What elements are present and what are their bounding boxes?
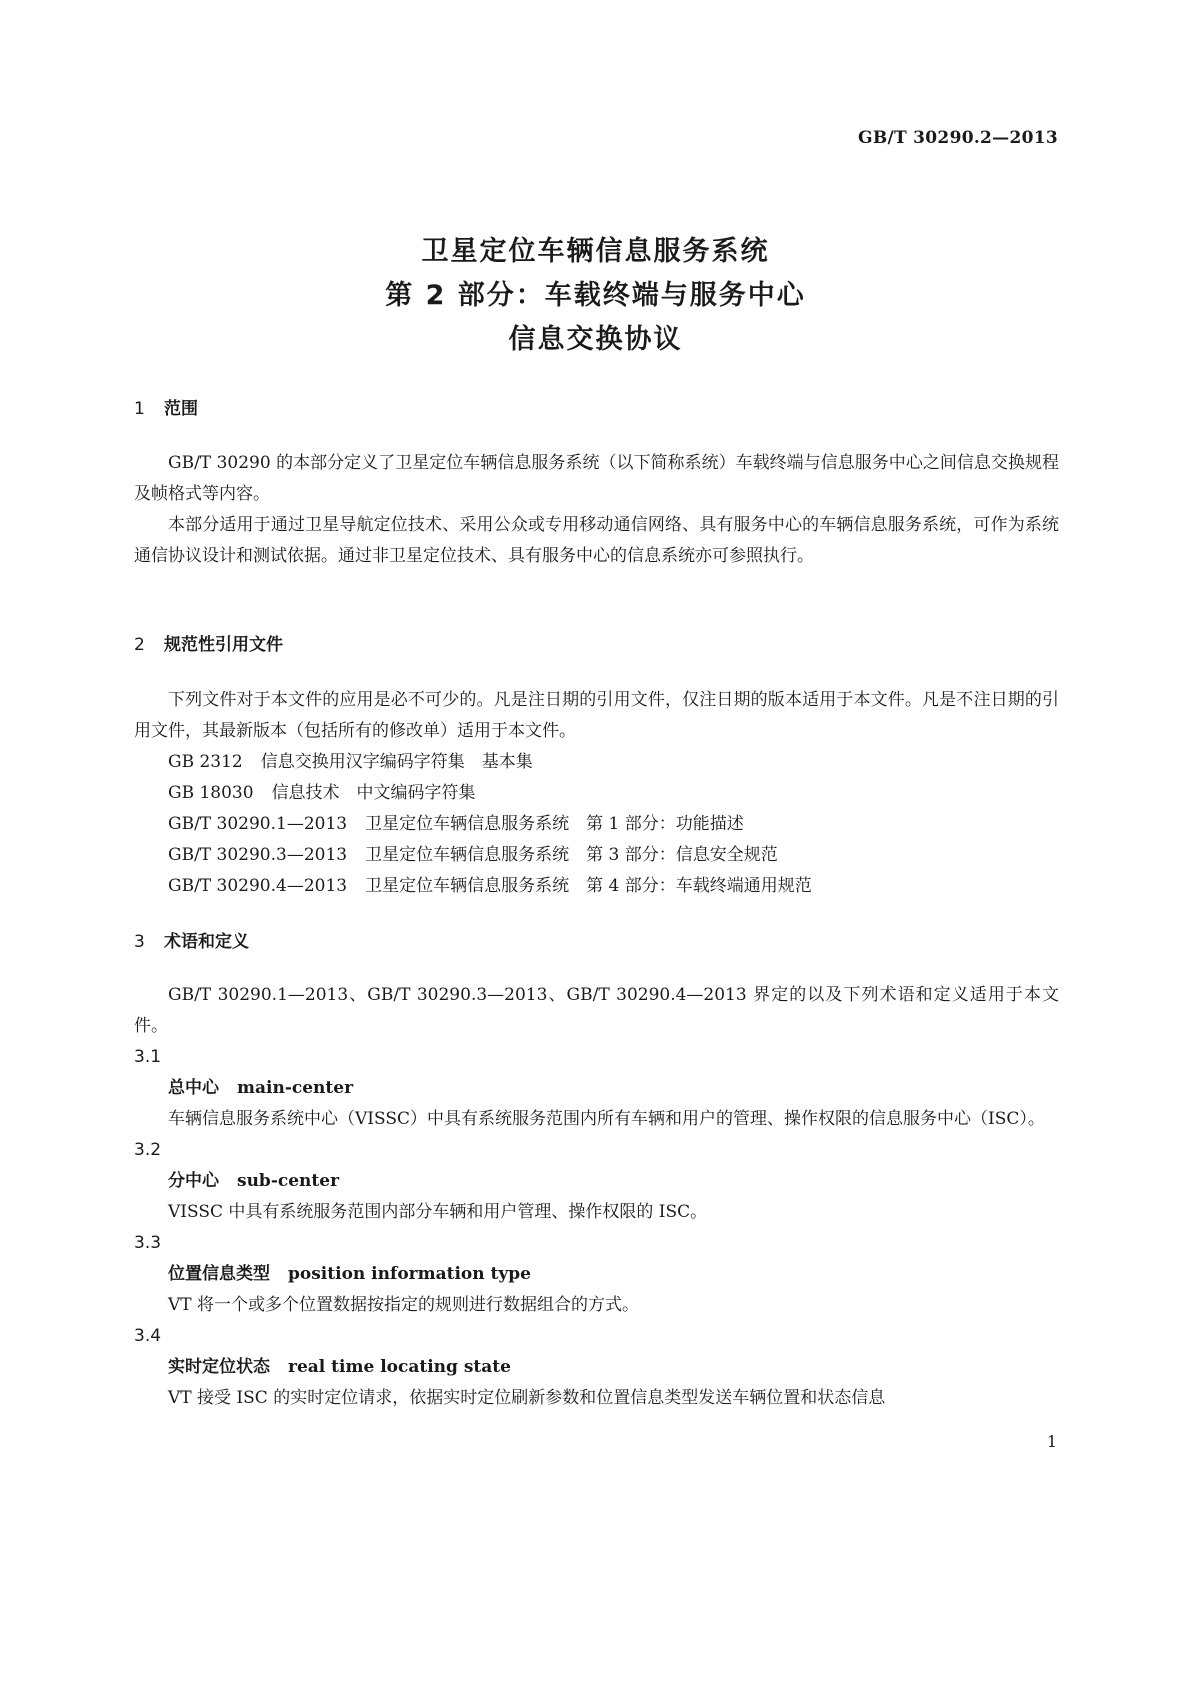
section-number: 1 [134,399,145,419]
term-definition: VT 将一个或多个位置数据按指定的规则进行数据组合的方式。 [168,1295,640,1315]
title-line-3: 信息交换协议 [508,324,683,355]
paragraph: 本部分适用于通过卫星导航定位技术、采用公众或专用移动通信网络、具有服务中心的车辆信息服务系统，可作为系统通信协议设计和测试依据。通过非卫星定位技术、具有服务中心的信息系统亦可参照执行。 [134,515,1059,566]
section-title: 规范性引用文件 [164,635,283,655]
reference-item: GB 18030 信息技术 中文编码字符集 [168,783,476,803]
document-code: GB/T 30290.2—2013 [858,128,1058,148]
section-number: 2 [134,635,145,655]
term-heading: 实时定位状态 real time locating state [168,1357,511,1377]
page-number: 1 [1046,1432,1057,1451]
document-title [0,230,1191,362]
term-definition: 车辆信息服务系统中心（VISSC）中具有系统服务范围内所有车辆和用户的管理、操作权限的信息服务中心（ISC）。 [168,1109,1045,1129]
section-2-heading [134,630,283,655]
term-number: 3.1 [134,1047,162,1067]
section-title: 术语和定义 [164,932,249,952]
term-number: 3.2 [134,1140,162,1160]
title-line-2: 第 2 部分：车载终端与服务中心 [385,280,806,311]
paragraph: GB/T 30290.1—2013、GB/T 30290.3—2013、GB/T 30290.4—2013 界定的以及下列术语和定义适用于本文件。 [134,985,1059,1036]
reference-item: GB 2312 信息交换用汉字编码字符集 基本集 [168,752,533,772]
reference-item: GB/T 30290.4—2013 卫星定位车辆信息服务系统 第 4 部分：车载终端通用规范 [168,876,812,896]
term-number: 3.4 [134,1326,162,1346]
reference-item: GB/T 30290.1—2013 卫星定位车辆信息服务系统 第 1 部分：功能描述 [168,814,744,834]
term-definition: VT 接受 ISC 的实时定位请求，依据实时定位刷新参数和位置信息类型发送车辆位置和状态信息 [168,1388,886,1408]
section-1-heading [134,394,198,419]
section-1-body [134,448,1059,572]
section-title: 范围 [164,399,198,419]
term-heading: 总中心 main-center [168,1078,354,1098]
section-2-body [134,685,1059,902]
term-definition: VISSC 中具有系统服务范围内部分车辆和用户管理、操作权限的 ISC。 [168,1202,708,1222]
paragraph: 下列文件对于本文件的应用是必不可少的。凡是注日期的引用文件，仅注日期的版本适用于本文件。凡是不注日期的引用文件，其最新版本（包括所有的修改单）适用于本文件。 [134,690,1059,741]
section-3-heading [134,927,249,952]
paragraph: GB/T 30290 的本部分定义了卫星定位车辆信息服务系统（以下简称系统）车载终端与信息服务中心之间信息交换规程及帧格式等内容。 [134,453,1059,504]
term-heading: 位置信息类型 position information type [168,1264,531,1284]
reference-item: GB/T 30290.3—2013 卫星定位车辆信息服务系统 第 3 部分：信息安全规范 [168,845,778,865]
title-line-1: 卫星定位车辆信息服务系统 [421,236,770,267]
section-number: 3 [134,932,145,952]
section-3-body [134,980,1059,1414]
term-number: 3.3 [134,1233,162,1253]
term-heading: 分中心 sub-center [168,1171,340,1191]
